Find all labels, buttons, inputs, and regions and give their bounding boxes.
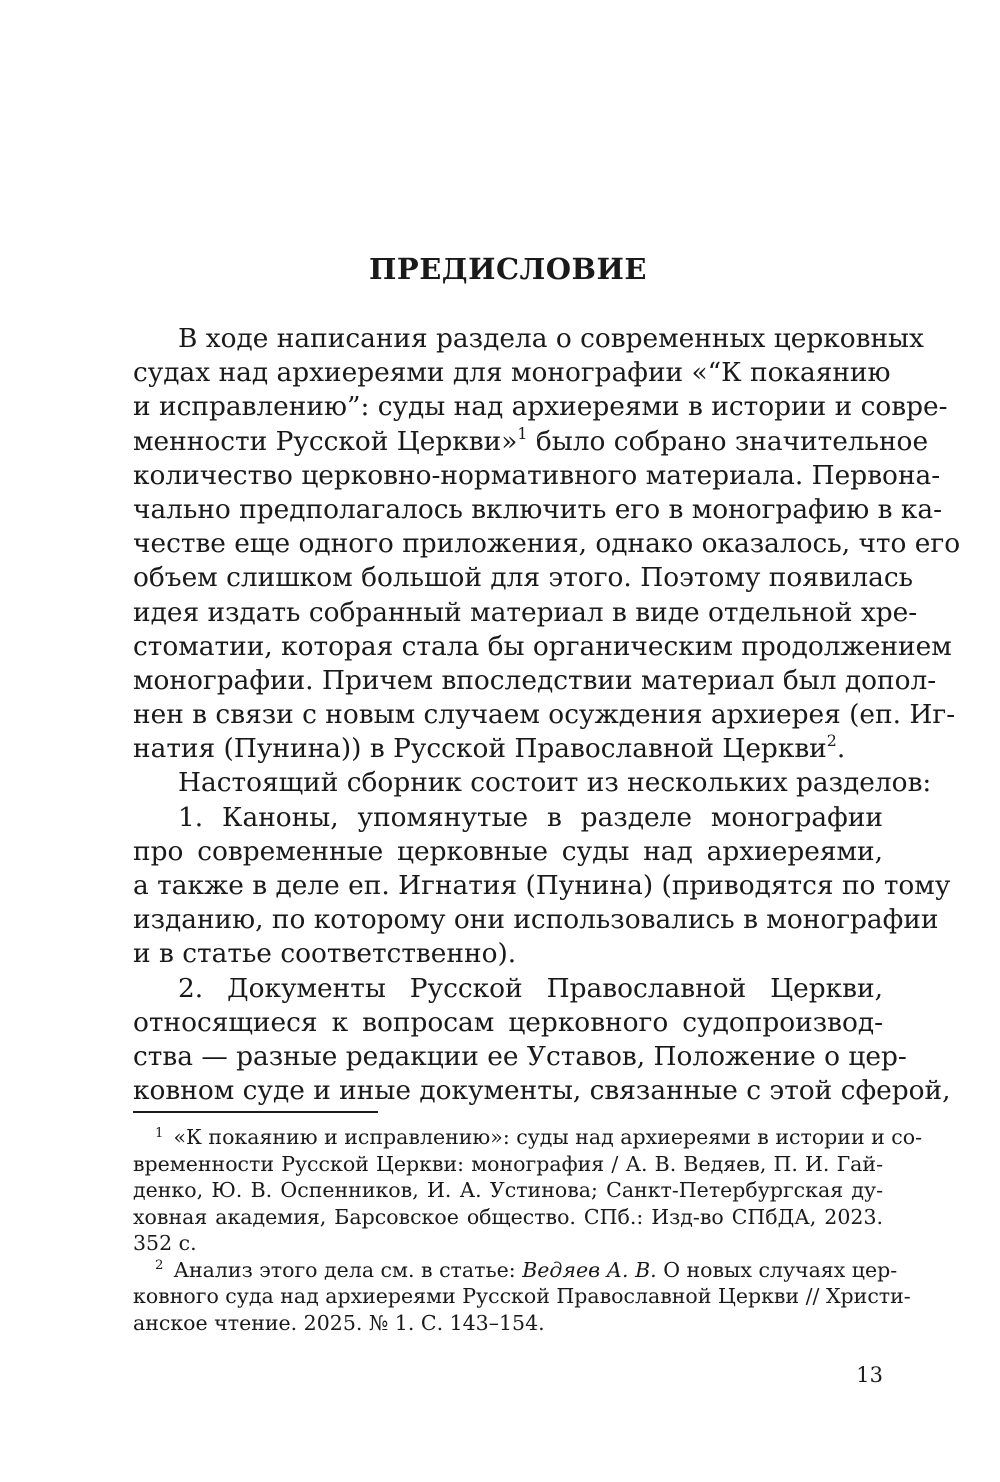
footnote-number: 1	[155, 1125, 164, 1141]
footnote-line: анское чтение. 2025. № 1. С. 143–154.	[133, 1310, 545, 1335]
text-line: Настоящий сборник состоит из нескольких разделов:	[178, 767, 932, 799]
list-item-line: а также в деле еп. Игнатия (Пунина) (приводятся по тому	[133, 870, 951, 901]
footnote-line: временности Русской Церкви: монография / А. В. Ведяев, П. И. Гай-	[133, 1151, 883, 1176]
footnote-line: ковного суда над архиереями Русской Православной Церкви // Христи-	[133, 1284, 911, 1308]
list-item-line: про современные церковные суды над архиереями,	[133, 835, 883, 867]
list-item-line: 2. Документы Русской Православной Церкви,	[178, 972, 883, 1004]
footnotes	[133, 1124, 923, 1336]
text-line: нен в связи с новым случаем осуждения архиерея (еп. Иг-	[133, 699, 956, 731]
footnote-line: 352 с.	[133, 1231, 197, 1255]
page-number: 13	[856, 1363, 883, 1387]
footnote-divider	[133, 1111, 378, 1113]
text-line	[133, 423, 929, 459]
text-line: чально предполагалось включить его в монографию в ка-	[133, 493, 943, 525]
text-fragment: Анализ этого дела см. в статье:	[173, 1257, 523, 1282]
footnote-ref[interactable]: 2	[826, 731, 837, 751]
text-fragment: натия (Пунина)) в Русской Православной Церкви	[133, 733, 827, 765]
text-line	[133, 732, 883, 766]
footnote-line: денко, Ю. В. Оспенников, И. А. Устинова; Санкт-Петербургская ду-	[133, 1178, 883, 1202]
text-line: объем слишком большой для этого. Поэтому появилась	[133, 562, 914, 594]
text-fragment: менности Русской Церкви»	[133, 425, 518, 457]
text-line: количество церковно-нормативного материала. Первона-	[133, 459, 941, 491]
list-item-line: и в статье соответственно).	[133, 938, 517, 970]
text-fragment: было собрано значительное	[527, 425, 929, 457]
footnote-line: ховная академия, Барсовское общество. СПб.: Изд-во СПбДА, 2023.	[133, 1204, 883, 1229]
main-text	[133, 322, 961, 1108]
list-item-line: ства — разные редакции ее Уставов, Положение о цер-	[133, 1040, 907, 1072]
list-item-line: 1. Каноны, упомянутые в разделе монографии	[178, 801, 883, 833]
footnote-line	[133, 1124, 923, 1151]
text-line: судах над архиереями для монографии «“К покаянию	[133, 357, 891, 389]
footnote-ref[interactable]: 1	[517, 423, 528, 443]
list-item-line: изданию, по которому они использовались в монографии	[133, 904, 939, 936]
text-line: В ходе написания раздела о современных церковных	[178, 323, 924, 354]
author-name: Ведяев А. В.	[522, 1257, 657, 1282]
footnote-number: 2	[155, 1258, 164, 1274]
list-item-line: ковном суде и иные документы, связанные с этой сферой,	[133, 1075, 951, 1107]
page-title: ПРЕДИСЛОВИЕ	[369, 252, 647, 286]
text-fragment: «К покаянию и исправлению»: суды над архиереями в истории и со-	[173, 1125, 923, 1149]
text-fragment: .	[836, 733, 846, 765]
text-line: монографии. Причем впоследствии материал был допол-	[133, 664, 937, 696]
text-line: стоматии, которая стала бы органическим продолжением	[133, 630, 952, 662]
text-line: и исправлению”: суды над архиереями в истории и совре-	[133, 391, 948, 423]
text-line: идея издать собранный материал в виде отдельной хре-	[133, 596, 918, 628]
text-line: честве еще одного приложения, однако оказалось, что его	[133, 528, 961, 560]
footnote-line	[133, 1257, 898, 1284]
text-fragment: О новых случаях цер-	[656, 1257, 898, 1282]
list-item-line: относящиеся к вопросам церковного судопроизвод-	[133, 1006, 883, 1038]
